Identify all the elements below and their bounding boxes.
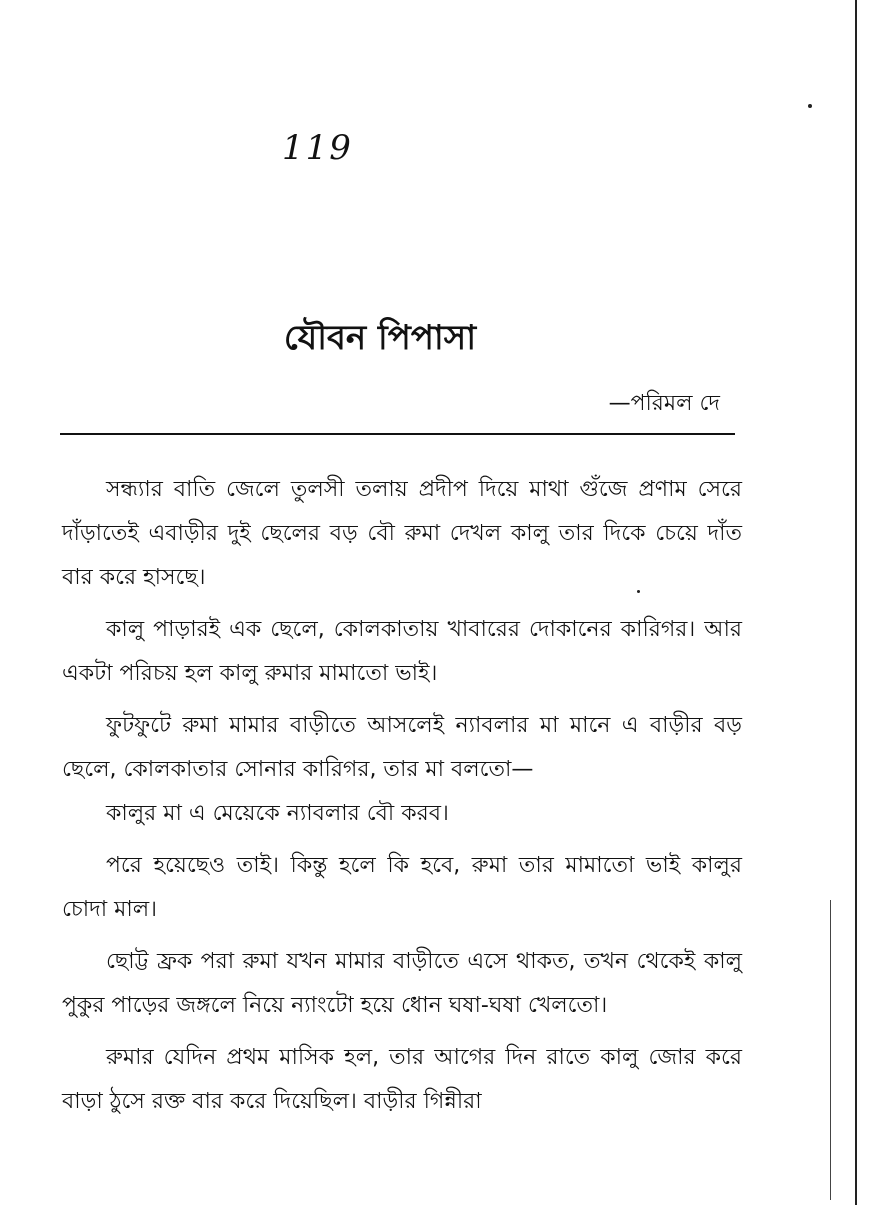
paragraph: সন্ধ্যার বাতি জেলে তুলসী তলায় প্রদীপ দিয়ে মাথা গুঁজে প্রণাম সেরে দাঁড়াতেই এবাড়ীর দুই ছেলের বড় বৌ রুমা দেখল কালু তার দিকে চেয়ে দাঁত বার করে হাসছে।	[62, 477, 742, 590]
paragraph: পরে হয়েছেও তাই। কিন্তু হলে কি হবে, রুমা তার মামাতো ভাই কালুর চোদা মাল।	[62, 853, 742, 922]
story-body	[62, 468, 742, 1132]
paragraph: ছোট্ট ফ্রক পরা রুমা যখন মামার বাড়ীতে এসে থাকত, তখন থেকেই কালু পুকুর পাড়ের জঙ্গলে নিয়ে ন্যাংটো হয়ে ধোন ঘষা-ঘষা খেলতো।	[62, 949, 742, 1018]
author-name: —পরিমল দে	[608, 391, 720, 416]
paragraph: ফুটফুটে রুমা মামার বাড়ীতে আসলেই ন্যাবলার মা মানে এ বাড়ীর বড় ছেলে, কোলকাতার সোনার কারিগর, তার মা বলতো—	[62, 713, 742, 782]
page-edge-line	[855, 0, 857, 1205]
story-title: যৌবন পিপাসা	[283, 318, 477, 358]
title-divider	[60, 433, 735, 435]
paragraph: কালু পাড়ারই এক ছেলে, কোলকাতায় খাবারের দোকানের কারিগর। আর একটা পরিচয় হল কালু রুমার মামাতো ভাই।	[62, 617, 742, 686]
paragraph: কালুর মা এ মেয়েকে ন্যাবলার বৌ করব।	[106, 801, 449, 826]
scan-speck	[808, 104, 812, 108]
page-edge-line-inner	[830, 900, 831, 1200]
handwritten-page-number: 119	[282, 128, 353, 168]
paragraph: রুমার যেদিন প্রথম মাসিক হল, তার আগের দিন রাতে কালু জোর করে বাড়া ঠুসে রক্ত বার করে দিয়েছিল। বাড়ীর গিন্নীরা	[62, 1045, 742, 1114]
